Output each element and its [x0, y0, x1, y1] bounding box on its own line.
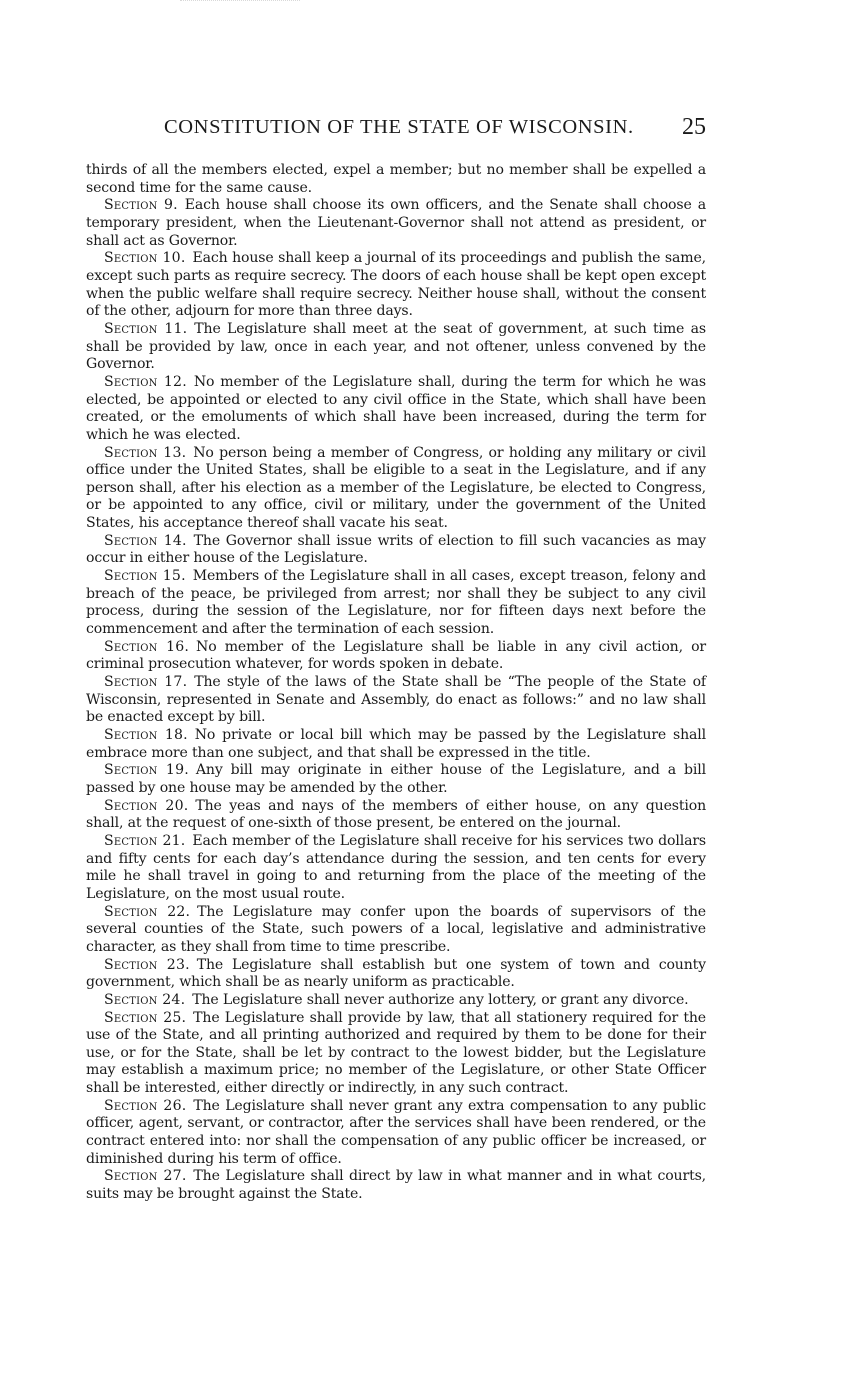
section-paragraph [86, 762, 706, 797]
section-text: The style of the laws of the State shall be “The people of the State of Wisconsin, represented in Senate and Assembly, do enact as follows:” and no law shall be enacted except by bill. [86, 674, 706, 726]
section-paragraph [86, 957, 706, 992]
section-label: Section 25. [104, 1009, 187, 1026]
section-label: Section 12. [104, 373, 187, 390]
section-text: The Legislature shall provide by law, that all stationery required for the use of the State, and all printing authorized and required by them to be done for their use, or for the State, shall be let by contract to the lowest bidder, but the Legislature may establish a maximum price; no member of the Legislature, or other State Officer shall be interested, either directly or indirectly, in any such contract. [86, 1009, 706, 1097]
section-text: The Legislature shall never authorize any lottery, or grant any divorce. [192, 991, 689, 1008]
section-text: Members of the Legislature shall in all cases, except treason, felony and breach of the peace, be privileged from arrest; nor shall they be subject to any civil process, during the session of the Legislature, nor for fifteen days next before the commencement and after the termination of each session. [86, 568, 706, 638]
section-paragraph [86, 321, 706, 374]
section-label: Section 11. [104, 320, 188, 337]
section-paragraph [86, 568, 706, 639]
section-paragraph [86, 674, 706, 727]
continuation-paragraph: thirds of all the members elected, expel a member; but no member shall be expelled a second time for the same cause. [86, 162, 706, 196]
section-paragraph [86, 1010, 706, 1098]
section-label: Section 15. [104, 568, 186, 585]
sections-list [86, 197, 706, 1203]
section-label: Section 22. [104, 903, 191, 920]
section-text: Each member of the Legislature shall receive for his services two dollars and fifty cents for each day’s attendance during the session, and ten cents for every mile he shall travel in going to and returning from the place of the meeting of the Legislature, on the most usual route. [86, 832, 707, 902]
section-paragraph [86, 197, 706, 250]
scan-artifact [180, 0, 300, 5]
section-text: The Legislature may confer upon the boards of supervisors of the several counties of the State, such powers of a local, legislative and administrative character, as they shall from time to time prescribe. [86, 903, 706, 955]
section-label: Section 24. [104, 991, 186, 1008]
section-paragraph [86, 250, 706, 321]
section-label: Section 14. [104, 532, 187, 549]
section-paragraph [86, 727, 706, 762]
section-label: Section 26. [104, 1097, 187, 1114]
page-header [86, 112, 706, 142]
section-paragraph [86, 833, 706, 904]
section-paragraph [86, 533, 706, 568]
section-text: The Legislature shall meet at the seat of government, at such time as shall be provided by law, once in each year, and not oftener, unless convened by the Governor. [86, 320, 706, 373]
section-label: Section 21. [104, 832, 186, 849]
section-paragraph [86, 904, 706, 957]
section-text: The Legislature shall establish but one system of town and county government, which shall be as nearly uniform as practicable. [86, 956, 706, 991]
section-paragraph [86, 374, 706, 445]
section-paragraph [86, 798, 706, 833]
section-text: Each house shall keep a journal of its proceedings and publish the same, except such parts as require secrecy. The doors of each house shall be kept open except when the public welfare shall require secrecy. Neither house shall, without the consent of the other, adjourn for more than three days. [86, 250, 706, 320]
section-text: No person being a member of Congress, or holding any military or civil office under the United States, shall be eligible to a seat in the Legislature, and if any person shall, after his election as a member of the Legislature, be elected to Congress, or be appointed to any office, civil or military, under the government of the United States, his acceptance thereof shall vacate his seat. [86, 444, 706, 532]
section-text: The Governor shall issue writs of election to fill such vacancies as may occur in either house of the Legislature. [86, 532, 706, 567]
section-label: Section 9. [104, 197, 178, 214]
section-label: Section 16. [104, 638, 190, 655]
section-paragraph [86, 1098, 706, 1169]
section-label: Section 19. [104, 762, 189, 779]
section-label: Section 23. [104, 956, 190, 973]
running-title: CONSTITUTION OF THE STATE OF WISCONSIN. [164, 116, 634, 138]
section-label: Section 13. [104, 444, 187, 461]
section-label: Section 18. [104, 727, 188, 743]
section-paragraph [86, 445, 706, 533]
section-paragraph [86, 992, 706, 1010]
section-text: Each house shall choose its own officers, and the Senate shall choose a temporary president, when the Lieutenant-Governor shall not attend as president, or shall act as Governor. [86, 197, 706, 249]
section-text: The Legislature shall never grant any extra compensation to any public officer, agent, servant, or contractor, after the services shall have been rendered, or the contract entered into: nor shall the compensation of any public officer be increased, or diminished during his term of office. [86, 1097, 706, 1167]
section-text: No member of the Legislature shall, during the term for which he was elected, be appointed or elected to any civil office in the State, which shall have been created, or the emoluments of which shall have been increased, during the term for which he was elected. [86, 373, 706, 443]
section-text: The Legislature shall direct by law in what manner and in what courts, suits may be brought against the State. [86, 1168, 706, 1203]
section-label: Section 10. [104, 250, 186, 267]
section-paragraph [86, 639, 706, 674]
section-label: Section 27. [104, 1168, 187, 1185]
section-text: No private or local bill which may be passed by the Legislature shall embrace more than one subject, and that shall be expressed in the title. [86, 727, 706, 761]
section-label: Section 20. [104, 797, 189, 814]
page-number: 25 [682, 114, 706, 140]
section-paragraph [86, 1168, 706, 1203]
section-label: Section 17. [104, 674, 188, 691]
section-text: Any bill may originate in either house of the Legislature, and a bill passed by one house may be amended by the other. [86, 762, 706, 796]
section-text: No member of the Legislature shall be liable in any civil action, or criminal prosecution whatever, for words spoken in debate. [86, 638, 706, 673]
section-text: The yeas and nays of the members of either house, on any question shall, at the request of one-sixth of those present, be entered on the journal. [86, 797, 706, 832]
page-body [86, 162, 706, 1204]
